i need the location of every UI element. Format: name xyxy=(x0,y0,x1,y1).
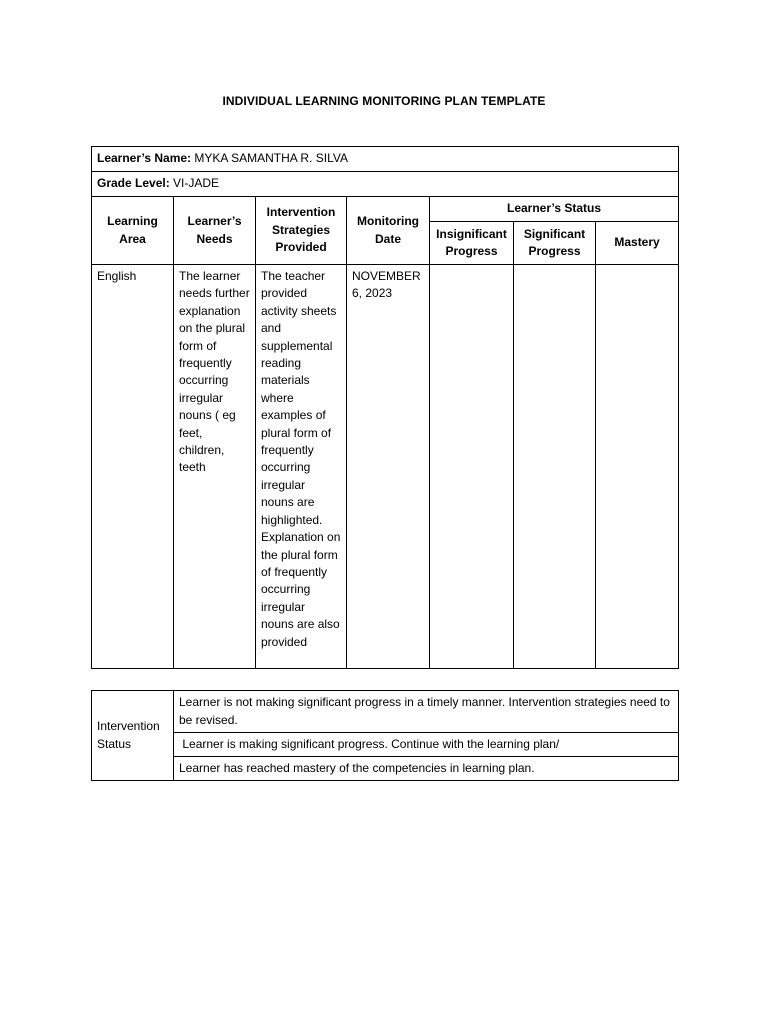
intervention-option-continue: Learner is making significant progress. Continue with the learning plan/ xyxy=(174,733,679,757)
cell-intervention-strategies: The teacher provided activity sheets and supplemental reading materials where examples of plural form of frequently occurring irregular nouns are highlighted. Explanation on the plural form of frequently occurring irregular nouns are also provided xyxy=(256,265,347,669)
intervention-option-mastery: Learner has reached mastery of the competencies in learning plan. xyxy=(174,757,679,781)
header-learners-status: Learner’s Status xyxy=(430,197,679,222)
cell-mastery xyxy=(596,265,679,669)
header-significant-progress: Significant Progress xyxy=(514,222,596,265)
grade-level-value: VI-JADE xyxy=(173,176,220,191)
intervention-option-row xyxy=(92,757,679,781)
header-learners-needs: Learner’s Needs xyxy=(174,197,256,265)
intervention-option-row xyxy=(92,691,679,733)
intervention-option-row xyxy=(92,733,679,757)
table-row xyxy=(92,265,679,669)
intervention-status-table xyxy=(91,690,679,781)
monitoring-plan-table xyxy=(91,146,679,669)
header-insignificant-progress: Insignificant Progress xyxy=(430,222,514,265)
learner-name-cell xyxy=(92,147,679,172)
header-mastery: Mastery xyxy=(596,222,679,265)
cell-monitoring-date: NOVEMBER 6, 2023 xyxy=(347,265,430,669)
grade-level-cell xyxy=(92,172,679,197)
intervention-option-revise: Learner is not making significant progress in a timely manner. Intervention strategies need to be revised. xyxy=(174,691,679,733)
intervention-status-label: Intervention Status xyxy=(92,691,174,781)
cell-insignificant-progress xyxy=(430,265,514,669)
header-intervention-strategies: Intervention Strategies Provided xyxy=(256,197,347,265)
cell-learners-needs: The learner needs further explanation on the plural form of frequently occurring irregular nouns ( eg feet, children, teeth xyxy=(174,265,256,669)
page-title: INDIVIDUAL LEARNING MONITORING PLAN TEMPLATE xyxy=(222,94,546,108)
grade-level-row xyxy=(92,172,679,197)
header-monitoring-date: Monitoring Date xyxy=(347,197,430,265)
header-row xyxy=(92,197,679,222)
header-learning-area: Learning Area xyxy=(92,197,174,265)
learner-name-row xyxy=(92,147,679,172)
cell-significant-progress xyxy=(514,265,596,669)
grade-level-label: Grade Level: xyxy=(97,176,170,191)
cell-learning-area: English xyxy=(92,265,174,669)
learner-name-label: Learner’s Name: xyxy=(97,151,192,166)
learner-name-value: MYKA SAMANTHA R. SILVA xyxy=(194,151,348,166)
